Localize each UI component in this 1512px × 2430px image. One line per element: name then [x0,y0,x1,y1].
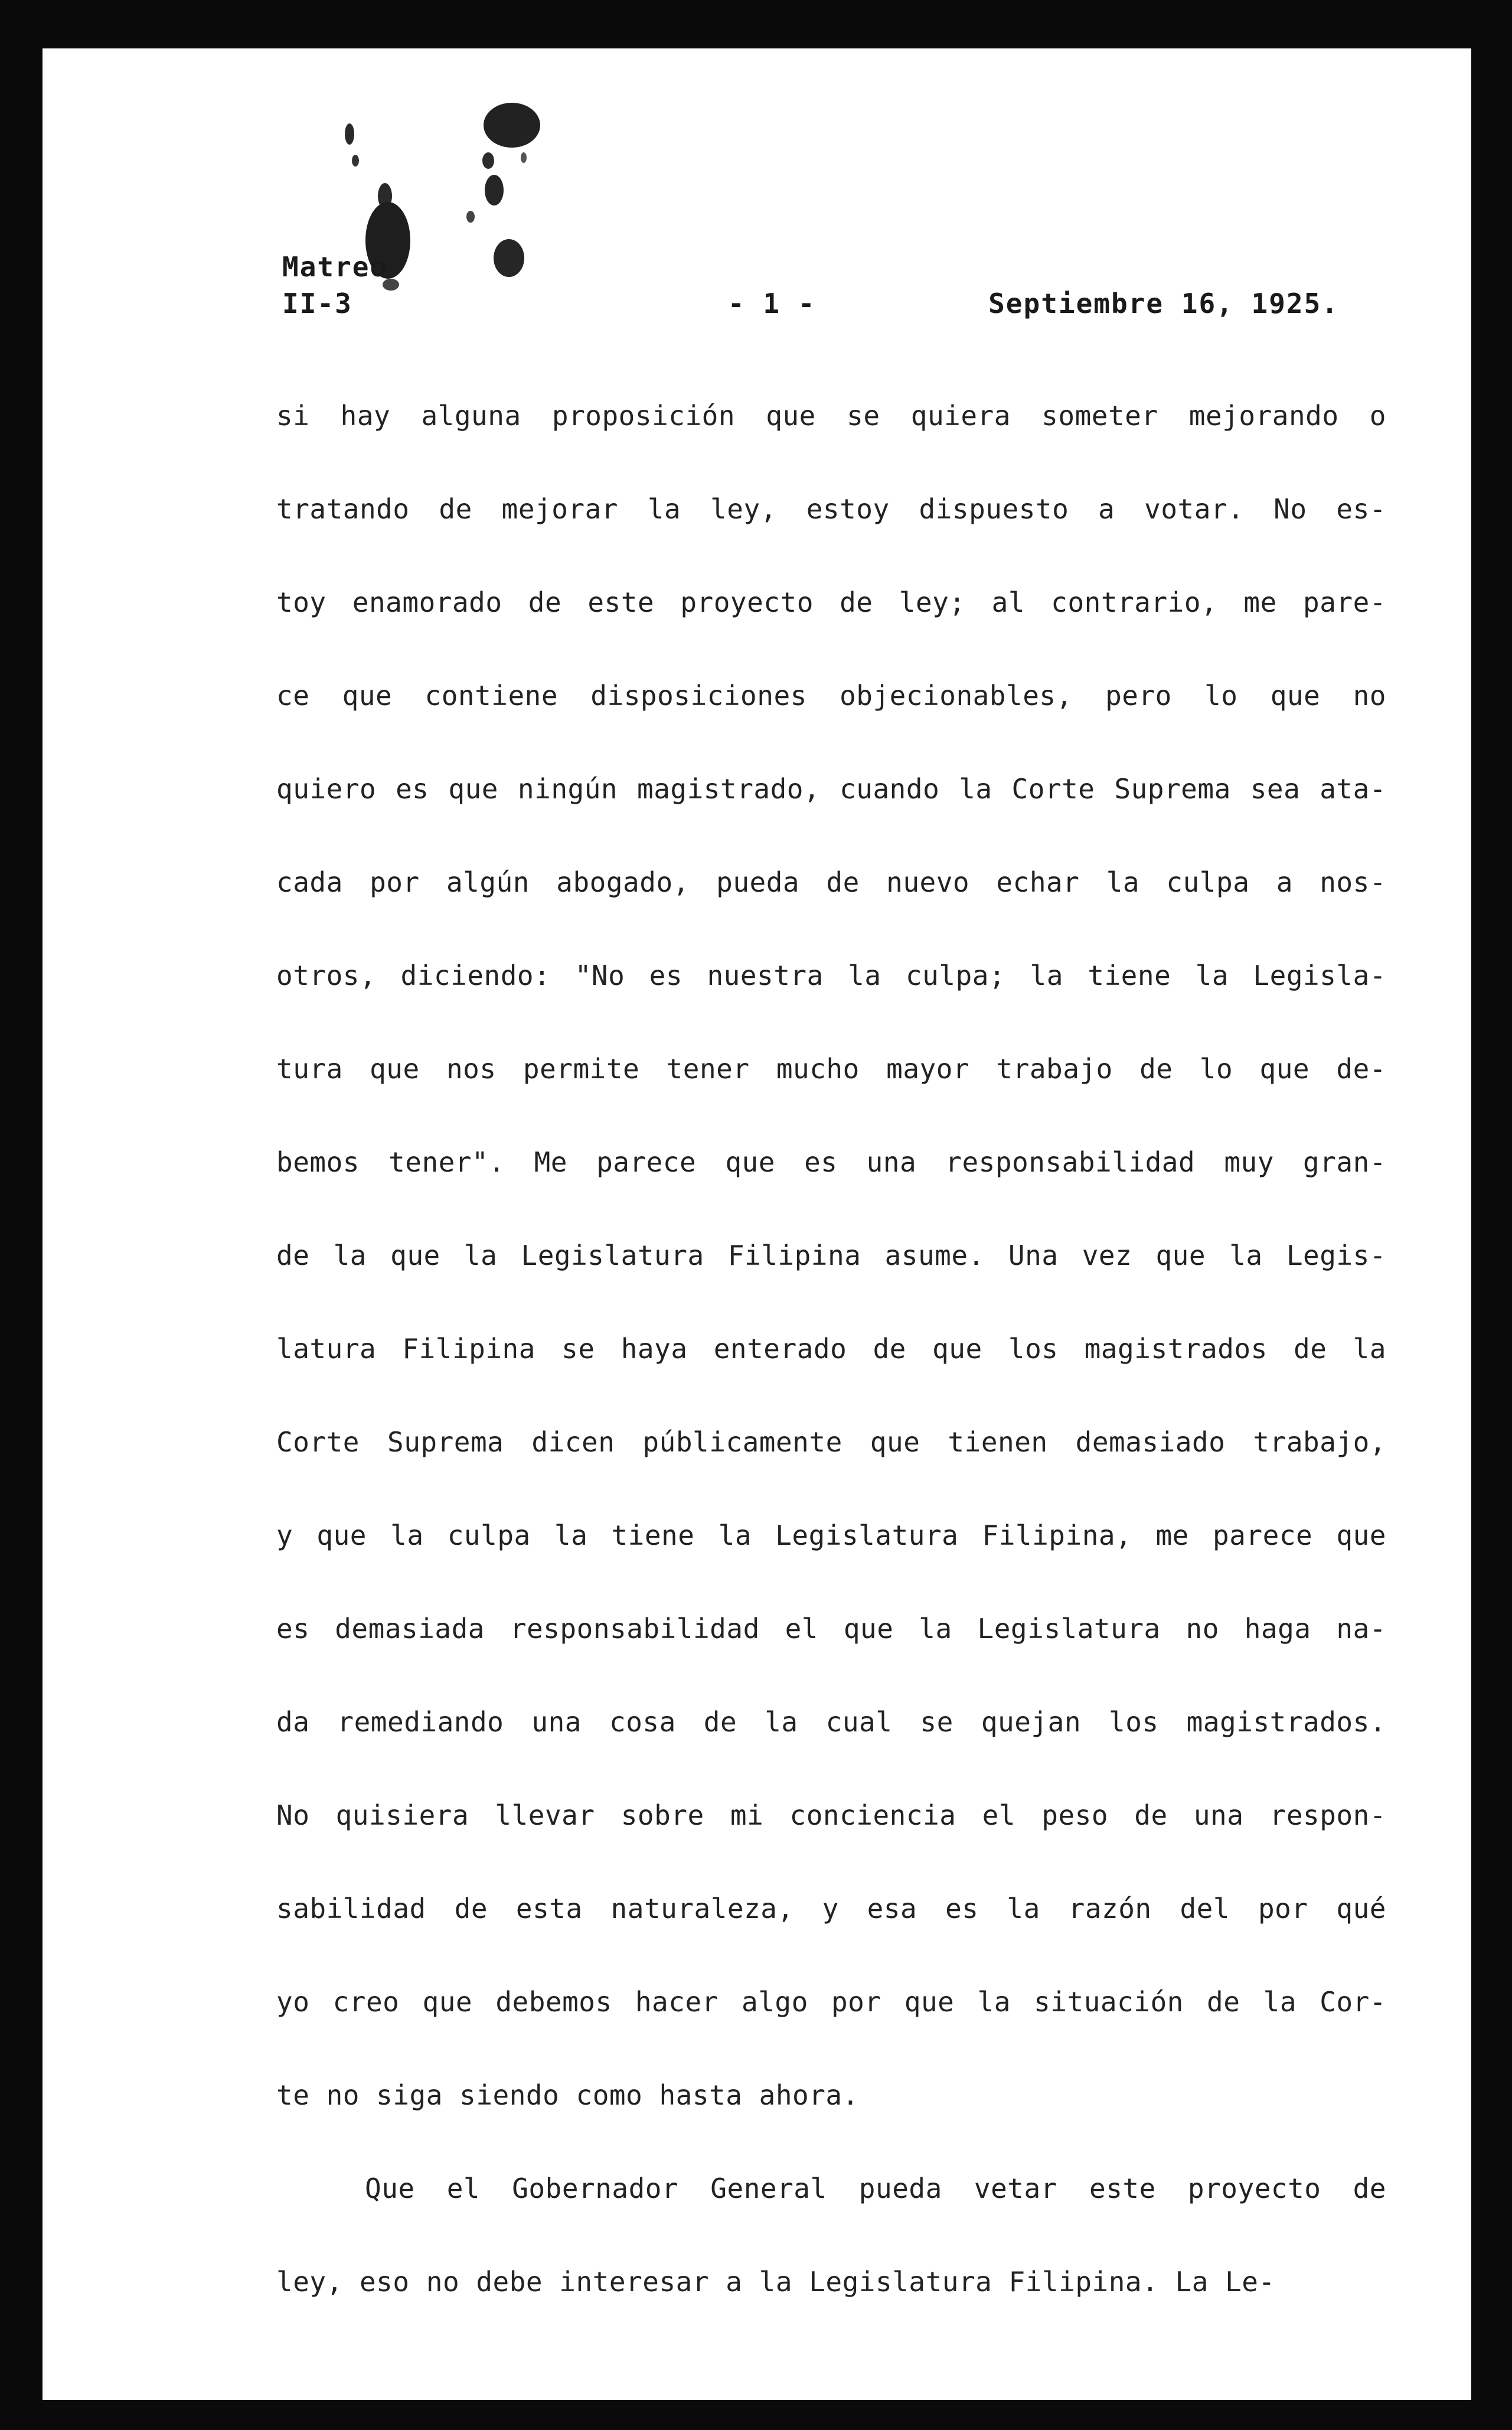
author-label: Matreo [282,251,388,283]
text-line: Corte Suprema dicen públicamente que tienen demasiado trabajo, [276,1426,1386,1458]
text-line: ce que contiene disposiciones objecionables, pero lo que no [276,680,1386,712]
text-line: de la que la Legislatura Filipina asume. Una vez que la Legis- [276,1240,1386,1271]
text-line: latura Filipina se haya enterado de que los magistrados de la [276,1333,1386,1365]
text-line: ley, eso no debe interesar a la Legislatura Filipina. La Le- [276,2266,1275,2298]
text-line: sabilidad de esta naturaleza, y esa es la razón del por qué [276,1893,1386,1925]
text-line: yo creo que debemos hacer algo por que la situación de la Cor- [276,1986,1386,2018]
text-line: tura que nos permite tener mucho mayor trabajo de lo que de- [276,1053,1386,1085]
text-line: y que la culpa la tiene la Legislatura Filipina, me parece que [276,1519,1386,1551]
section-label: II-3 [282,288,352,319]
text-line: bemos tener". Me parece que es una responsabilidad muy gran- [276,1146,1386,1178]
text-line: tratando de mejorar la ley, estoy dispuesto a votar. No es- [276,493,1386,525]
text-line: otros, diciendo: "No es nuestra la culpa; la tiene la Legisla- [276,960,1386,991]
text-line: si hay alguna proposición que se quiera someter mejorando o [276,400,1386,432]
text-line: toy enamorado de este proyecto de ley; al contrario, me pare- [276,586,1386,618]
page-number: - 1 - [728,288,816,319]
document-body [276,369,1386,2328]
text-line: No quisiera llevar sobre mi conciencia el peso de una respon- [276,1799,1386,1831]
text-line: es demasiada responsabilidad el que la Legislatura no haga na- [276,1613,1386,1645]
text-line: te no siga siendo como hasta ahora. [276,2079,859,2111]
text-line: Que el Gobernador General pueda vetar este proyecto de [365,2173,1386,2204]
text-line: cada por algún abogado, pueda de nuevo echar la culpa a nos- [276,866,1386,898]
text-line: da remediando una cosa de la cual se quejan los magistrados. [276,1706,1386,1738]
document-date: Septiembre 16, 1925. [988,288,1339,319]
text-line: quiero es que ningún magistrado, cuando la Corte Suprema sea ata- [276,773,1386,805]
